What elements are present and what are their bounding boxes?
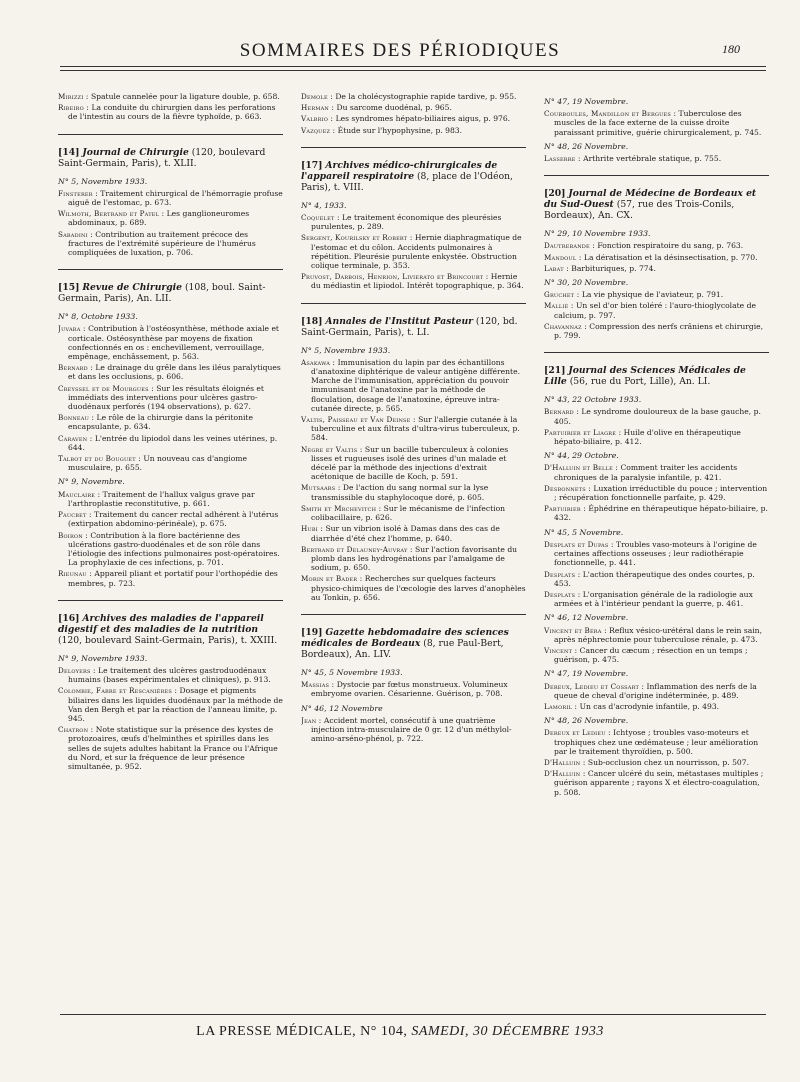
- article-entry: [544, 626, 769, 644]
- article-title: Barbituriques, p. 774.: [571, 263, 656, 273]
- article-entry: [58, 384, 283, 412]
- issue-heading: N° 46, 12 Novembre: [301, 703, 383, 713]
- article-entry: [58, 531, 283, 568]
- journal-title: Journal de Médecine de Bordeaux et du Sud-Ouest: [544, 188, 757, 211]
- article-entry: [301, 213, 526, 231]
- article-entry: [301, 272, 526, 290]
- article-author: Lasserre :: [544, 154, 581, 164]
- journal-heading: [58, 269, 283, 304]
- article-entry: [301, 358, 526, 413]
- journal-title: Revue de Chirurgie: [82, 282, 183, 294]
- article-entry: [58, 363, 283, 381]
- article-title: Troubles vaso-moteurs à l'origine de certaines affections osseuses ; leur radiothérapie fonctionnelle, p. 441.: [554, 539, 757, 568]
- article-entry: [301, 483, 526, 501]
- article-author: Valbrio :: [301, 114, 334, 124]
- article-title: Note statistique sur la présence des kystes de protozoaires, œufs d'helminthes et spirilles dans les selles de sujets adultes habitant la France ou l'Afrique du Nord, et sur la fréquence de leur présence simultanée, p. 952.: [68, 725, 278, 771]
- article-entry: [544, 253, 769, 262]
- page-footer: [0, 1024, 800, 1040]
- article-title: Sur les résultats éloignés et immédiats des interventions pour ulcères gastro-duodénaux perforés (194 observations), p. 627.: [68, 383, 264, 412]
- article-author: Coquelet :: [301, 213, 340, 223]
- article-entry: [301, 114, 526, 123]
- article-title: La conduite du chirurgien dans les perforations de l'intestin au cours de la fièvre typhoïde, p. 663.: [68, 103, 276, 122]
- article-author: D'Halluin :: [544, 757, 586, 767]
- article-author: Talbot et du Bouguet :: [58, 454, 141, 464]
- article-author: Morin et Bader :: [301, 574, 363, 584]
- article-title: Contribution à la flore bactérienne des ulcérations gastro-duodénales et de son rôle dans l'étiologie des infections pulmonaires post-opératoires. La prophylaxie de ces infections, p. 701.: [68, 530, 280, 568]
- journal-address: (56, rue du Port, Lille), An. LI.: [569, 376, 711, 388]
- article-title: Hernie diaphragmatique de l'estomac et du côlon. Accidents pulmonaires à répétition. Pleurésie purulente enkystée. Obstruction colique terminale, p. 353.: [311, 233, 522, 271]
- article-title: Traitement chirurgical de l'hémorragie profuse aiguë de l'estomac, p. 673.: [68, 188, 283, 208]
- journal-heading: [301, 614, 526, 660]
- issue-heading: N° 47, 19 Novembre.: [544, 669, 629, 679]
- article-entry: [58, 230, 283, 258]
- journal-address: (120, bd. Saint-Germain, Paris), t. LI.: [301, 315, 518, 338]
- article-entry: [544, 769, 769, 797]
- article-entry: [58, 103, 283, 121]
- column-2: [301, 92, 526, 1012]
- article-entry: [544, 428, 769, 446]
- article-author: Boiron :: [58, 530, 88, 540]
- article-entry: [301, 415, 526, 443]
- article-author: Nègre et Valtis :: [301, 444, 363, 454]
- article-title: Immunisation du lapin par des échantillons d'anatoxine diphtérique de valeur antigène différente. Marche de l'immunisation, appréciation du pouvoir immunisant de l'anatoxine par la méthode de floculation, dosage de l'anatoxine, épreuve intra-cutanée directe, p. 565.: [311, 357, 520, 413]
- article-entry: [301, 545, 526, 573]
- journal-address: (120, boulevard Saint-Germain, Paris), t. XLII.: [58, 146, 266, 169]
- article-title: Sur un vibrion isolé à Damas dans des cas de diarrhée d'été chez l'homme, p. 640.: [311, 524, 500, 543]
- article-title: Le traitement économique des pleurésies purulentes, p. 289.: [311, 213, 502, 232]
- article-title: Un sel d'or bien toléré : l'auro-thioglycolate de calcium, p. 797.: [554, 301, 756, 320]
- article-author: Chavannaz :: [544, 321, 587, 331]
- journal-section: [58, 134, 283, 258]
- article-title: Comment traiter les accidents chroniques de la paralysie infantile, p. 421.: [554, 463, 738, 482]
- article-title: Traitement de l'hallux valgus grave par l'arthroplastie reconstitutive, p. 661.: [68, 489, 255, 508]
- journal-number: [15]: [58, 282, 80, 294]
- article-entry: [58, 510, 283, 528]
- article-author: Sergent, Kourilsky et Robert :: [301, 233, 413, 243]
- article-author: Pruvost, Darbois, Henrion, Livierato et Brincourt :: [301, 272, 489, 282]
- article-author: Dautrebande :: [544, 241, 595, 251]
- article-title: Fonction respiratoire du sang, p. 763.: [597, 241, 744, 251]
- issue-heading: N° 8, Octobre 1933.: [58, 312, 138, 322]
- article-author: Labat :: [544, 263, 569, 273]
- journal-title: Gazette hebdomadaire des sciences médicales de Bordeaux: [301, 626, 509, 649]
- column-1: [58, 92, 283, 1012]
- article-entry: [301, 716, 526, 744]
- article-title: Contribution à l'ostéosynthèse, méthode axiale et corticale. Ostéosynthèse par moyens de fixation confectionnés en os : enchevillement, verrouillage, empênage, enchâssement, p. 563.: [68, 324, 279, 362]
- issue-heading: N° 45, 5 Novembre.: [544, 527, 624, 537]
- issue-heading: N° 45, 5 Novembre 1933.: [301, 667, 403, 677]
- article-author: Bertrand et Delauney-Auvray :: [301, 544, 413, 554]
- article-title: Le drainage du grêle dans les iléus paralytiques et dans les occlusions, p. 606.: [68, 363, 281, 382]
- journal-section: [544, 175, 769, 340]
- article-entry: [544, 322, 769, 340]
- journal-heading: [544, 352, 769, 387]
- article-title: Sur l'allergie cutanée à la tuberculine et aux filtrats d'ultra-virus tuberculeux, p. 584.: [311, 415, 520, 443]
- article-author: Desplats et Dupas :: [544, 539, 614, 549]
- issue-heading: N° 46, 12 Novembre.: [544, 613, 629, 623]
- article-entry: [58, 666, 283, 684]
- article-entry: [544, 646, 769, 664]
- article-entry: [544, 154, 769, 163]
- article-title: Éphédrine en thérapeutique hépato-biliaire, p. 432.: [554, 504, 768, 523]
- article-author: Bernard :: [58, 363, 93, 373]
- issue-heading: N° 5, Novembre 1933.: [301, 345, 391, 355]
- article-title: Recherches sur quelques facteurs physico-chimiques de l'œcologie des larves d'anophèles au Tonkin, p. 656.: [311, 574, 526, 602]
- article-entry: [544, 484, 769, 502]
- article-author: Mandoul :: [544, 252, 582, 262]
- article-title: Un cas d'acrodynie infantile, p. 493.: [579, 701, 720, 711]
- article-author: Mutsaars :: [301, 483, 341, 493]
- article-entry: [301, 126, 526, 135]
- article-title: Dystocie par fœtus monstrueux. Volumineux embryome ovarien. Césarienne. Guérison, p. 708.: [311, 680, 508, 699]
- article-title: Reflux vésico-urétéral dans le rein sain, après néphrectomie pour tuberculose rénale, p. 473.: [554, 625, 762, 644]
- article-entry: [544, 758, 769, 767]
- journal-heading: [58, 134, 283, 169]
- article-author: Partuirier et Liagre :: [544, 427, 622, 437]
- issue-heading: N° 48, 26 Novembre.: [544, 141, 629, 151]
- issue-heading: N° 9, Novembre 1933.: [58, 653, 148, 663]
- page-number: 180: [722, 42, 740, 56]
- article-author: Deloyers :: [58, 665, 96, 675]
- article-author: Mallié :: [544, 301, 574, 311]
- article-author: Courboules, Mandillon et Bergues :: [544, 109, 677, 119]
- journal-address: (8, rue Paul-Bert, Bordeaux), An. LIV.: [301, 637, 504, 660]
- article-entry: [58, 413, 283, 431]
- article-entry: [544, 728, 769, 756]
- article-entry: [544, 463, 769, 481]
- article-author: Rieunau :: [58, 569, 92, 579]
- journal-address: (57, rue des Trois-Conils, Bordeaux), An. CX.: [544, 199, 735, 222]
- article-title: Un nouveau cas d'angiome musculaire, p. 655.: [68, 454, 247, 473]
- article-title: Les syndromes hépato-biliaires aigus, p. 976.: [335, 114, 511, 124]
- journal-title: Archives des maladies de l'appareil digestif et des maladies de la nutrition: [58, 612, 264, 635]
- article-author: Caraven :: [58, 433, 93, 443]
- footer-date: 30 DÉCEMBRE 1933: [472, 1024, 604, 1039]
- article-author: Mirizzi :: [58, 92, 89, 101]
- article-title: Le rôle de la chirurgie dans la péritonite encapsulante, p. 634.: [68, 413, 253, 432]
- article-title: Arthrite vertébrale statique, p. 755.: [583, 154, 722, 164]
- article-title: Le traitement des ulcères gastroduodénaux humains (bases expérimentales et cliniques), p. 913.: [68, 665, 271, 685]
- article-author: Paucbet :: [58, 510, 92, 520]
- journal-number: [16]: [58, 612, 80, 624]
- article-entry: [301, 233, 526, 270]
- article-entry: [58, 209, 283, 227]
- article-title: Huile d'olive en thérapeutique hépato-biliaire, p. 412.: [554, 427, 741, 447]
- article-title: Cancer du cæcum ; résection en un temps ; guérison, p. 475.: [554, 645, 748, 665]
- article-entry: [58, 490, 283, 508]
- article-title: Ichtyose ; troubles vaso-moteurs et trophiques chez une œdémateuse ; leur amélioration par le traitement thyroïdien, p. 500.: [554, 728, 759, 756]
- article-entry: [544, 407, 769, 425]
- article-entry: [544, 504, 769, 522]
- footer-rule: [60, 1014, 766, 1015]
- article-title: Sur un bacille tuberculeux à colonies lisses et rugueuses isolé des urines d'un malade et décelé par la méthode des injections d'extrait acétonique de bacille de Koch, p. 591.: [311, 444, 509, 482]
- article-author: Bernard :: [544, 407, 579, 417]
- article-author: Desplats :: [544, 569, 581, 579]
- journal-section: [301, 303, 526, 602]
- article-entry: [58, 686, 283, 723]
- article-entry: [301, 504, 526, 522]
- article-title: Accident mortel, consécutif à une quatrième injection intra-musculaire de 0 gr. 12 d'un méthylol-amino-arséno-phénol, p. 722.: [311, 715, 512, 744]
- journal-address: (8, place de l'Odéon, Paris), t. VIII.: [301, 170, 513, 193]
- article-author: Lamoril :: [544, 701, 578, 711]
- header-rule-bottom: [60, 70, 766, 71]
- article-author: Smith et Mrchevitch :: [301, 503, 382, 513]
- column-3: [544, 92, 769, 1012]
- article-title: De l'action du sang normal sur la lyse transmissible du staphylocoque doré, p. 605.: [311, 483, 489, 502]
- journal-title: Journal des Sciences Médicales de Lille: [544, 365, 746, 388]
- article-author: Juvara :: [58, 324, 86, 334]
- article-title: Inflammation des nerfs de la queue de cheval d'origine indéterminée, p. 489.: [554, 681, 757, 700]
- page-title: SOMMAIRES DES PÉRIODIQUES: [239, 40, 561, 61]
- article-entry: [544, 702, 769, 711]
- article-author: Hubi :: [301, 524, 324, 534]
- issue-heading: N° 4, 1933.: [301, 200, 347, 210]
- article-author: Desbonnets :: [544, 483, 591, 493]
- article-author: Demole :: [301, 92, 333, 101]
- article-title: Dosage et pigments biliaires dans les liquides duodénaux par la méthode de Van den Bergh et par la réaction de l'anneau limite, p. 945.: [68, 686, 283, 723]
- article-entry: [58, 189, 283, 207]
- article-title: L'action thérapeutique des ondes courtes, p. 453.: [554, 569, 755, 588]
- issue-heading: N° 5, Novembre 1933.: [58, 176, 148, 186]
- footer-journal: LA PRESSE MÉDICALE, N° 104,: [196, 1024, 408, 1039]
- footer-day: SAMEDI,: [411, 1024, 469, 1039]
- article-author: Wilmoth, Bertrand et Patel :: [58, 209, 165, 219]
- journal-number: [17]: [301, 159, 323, 171]
- article-entry: [544, 682, 769, 700]
- article-title: Du sarcome duodénal, p. 965.: [336, 103, 452, 113]
- article-entry: [58, 324, 283, 361]
- article-entry: [301, 680, 526, 698]
- article-author: Dereux et Ledieu :: [544, 728, 611, 738]
- article-title: Luxation irréductible du pouce ; intervention ; récupération fonctionnelle parfaite, p. 429.: [554, 483, 768, 503]
- article-title: Étude sur l'hypophysine, p. 983.: [337, 125, 463, 135]
- journal-heading: [544, 175, 769, 221]
- article-entry: [544, 590, 769, 608]
- journal-heading: [301, 147, 526, 193]
- issue-heading: N° 48, 26 Novembre.: [544, 716, 629, 726]
- article-entry: [544, 570, 769, 588]
- article-entry: [301, 92, 526, 101]
- article-entry: [544, 109, 769, 137]
- issue-heading: N° 30, 20 Novembre.: [544, 278, 629, 288]
- article-author: Gruchet :: [544, 290, 580, 300]
- article-title: Cancer ulcéré du sein, métastases multiples ; guérison apparente ; rayons X et électro-coagulation, p. 508.: [554, 769, 764, 797]
- journal-number: [19]: [301, 626, 323, 638]
- article-entry: [544, 301, 769, 319]
- article-title: Compression des nerfs crâniens et chirurgie, p. 799.: [554, 321, 764, 341]
- article-author: Colombie, Fabre et Rescanières :: [58, 686, 178, 696]
- issue-heading: N° 47, 19 Novembre.: [544, 97, 629, 106]
- journal-section: [301, 614, 526, 743]
- article-title: Les ganglioneuromes abdominaux, p. 689.: [68, 209, 250, 228]
- article-entry: [301, 574, 526, 602]
- article-entry: [544, 290, 769, 299]
- issue-heading: N° 9, Novembre.: [58, 477, 125, 487]
- journal-title: Archives médico-chirurgicales de l'appareil respiratoire: [301, 159, 498, 182]
- article-title: Sur le mécanisme de l'infection colibacillaire, p. 626.: [311, 503, 506, 523]
- journal-section: [58, 92, 283, 122]
- article-author: Sabadini :: [58, 229, 93, 239]
- journal-summaries: [58, 92, 770, 1012]
- article-title: Hernie du médiastin et lipiodol. Intérêt topographique, p. 364.: [311, 272, 524, 291]
- article-author: D'Halluin :: [544, 769, 586, 779]
- article-author: Vazquez :: [301, 125, 336, 135]
- journal-number: [18]: [301, 315, 323, 327]
- journal-section: [544, 352, 769, 797]
- article-title: Traitement du cancer rectal adhérent à l'utérus (extirpation abdomino-périnéale), p. 675.: [68, 510, 279, 529]
- journal-section: [58, 600, 283, 771]
- header-rule-top: [60, 66, 766, 67]
- article-title: La vie physique de l'aviateur, p. 791.: [581, 290, 724, 300]
- journal-section: [58, 269, 283, 587]
- article-author: Vincent :: [544, 645, 578, 655]
- article-author: Desplats :: [544, 589, 581, 599]
- article-title: Tuberculose des muscles de la face externe de la cuisse droite paraissant primitive, guérie chirurgicalement, p. 745.: [554, 109, 762, 137]
- article-title: La dératisation et la désinsectisation, p. 770.: [583, 252, 758, 262]
- article-title: Spatule cannelée pour la ligature double, p. 658.: [90, 92, 280, 101]
- article-entry: [58, 725, 283, 771]
- article-entry: [58, 569, 283, 587]
- issue-heading: N° 44, 29 Octobre.: [544, 451, 619, 461]
- journal-number: [20]: [544, 188, 566, 200]
- article-entry: [544, 241, 769, 250]
- journal-heading: [301, 303, 526, 338]
- article-entry: [544, 540, 769, 568]
- article-entry: [544, 264, 769, 273]
- article-author: Finsterer :: [58, 188, 98, 198]
- article-author: Creyssel et de Mourgues :: [58, 383, 154, 393]
- journal-section: [301, 147, 526, 291]
- article-author: Massias :: [301, 680, 335, 690]
- article-author: Asakawa :: [301, 357, 336, 367]
- journal-title: Journal de Chirurgie: [82, 146, 189, 158]
- article-entry: [58, 434, 283, 452]
- article-entry: [301, 445, 526, 482]
- article-title: L'entrée du lipiodol dans les veines utérines, p. 644.: [68, 433, 278, 452]
- article-author: Herman :: [301, 103, 335, 113]
- article-entry: [58, 92, 283, 101]
- article-author: Dereux, Ledieu et Cossart :: [544, 681, 645, 691]
- issue-heading: N° 43, 22 Octobre 1933.: [544, 395, 642, 405]
- article-author: Valtis, Paisseau et Van Deinse :: [301, 415, 416, 425]
- article-author: Mauclaire :: [58, 489, 101, 499]
- article-author: Vincent et Béra :: [544, 625, 607, 635]
- article-title: Sub-occlusion chez un nourrisson, p. 507.: [587, 757, 749, 767]
- article-author: D'Halluin et Belle :: [544, 463, 619, 473]
- article-author: Jean :: [301, 715, 322, 725]
- article-entry: [301, 103, 526, 112]
- journal-address: (108, boul. Saint-Germain, Paris), An. LII.: [58, 282, 266, 305]
- journal-number: [14]: [58, 146, 80, 158]
- article-author: Ribeiro :: [58, 103, 90, 113]
- journal-heading: [58, 600, 283, 646]
- article-title: Le syndrome douloureux de la base gauche, p. 405.: [554, 407, 761, 426]
- journal-number: [21]: [544, 365, 566, 377]
- journal-title: Annales de l'Institut Pasteur: [325, 315, 473, 327]
- journal-section: [544, 97, 769, 163]
- article-entry: [58, 454, 283, 472]
- journal-address: (120, boulevard Saint-Germain, Paris), t. XXIII.: [58, 634, 278, 646]
- article-author: Chatron :: [58, 725, 94, 735]
- article-title: Sur l'action favorisante du plomb dans les hydrogénations par l'amalgame de sodium, p. 650.: [311, 544, 518, 573]
- article-title: De la cholécystographie rapide tardive, p. 955.: [335, 92, 517, 101]
- article-author: Partuirier :: [544, 504, 586, 514]
- article-title: L'organisation générale de la radiologie aux armées et à l'intérieur pendant la guerre, p. 461.: [554, 589, 753, 609]
- article-author: Bonneau :: [58, 413, 95, 423]
- article-entry: [301, 524, 526, 542]
- article-title: Appareil pliant et portatif pour l'orthopédie des membres, p. 723.: [68, 569, 278, 588]
- journal-section: [301, 92, 526, 135]
- article-title: Contribution au traitement précoce des fractures de l'extrémité supérieure de l'humérus compliquées de luxation, p. 706.: [68, 229, 256, 258]
- issue-heading: N° 29, 10 Novembre 1933.: [544, 229, 651, 239]
